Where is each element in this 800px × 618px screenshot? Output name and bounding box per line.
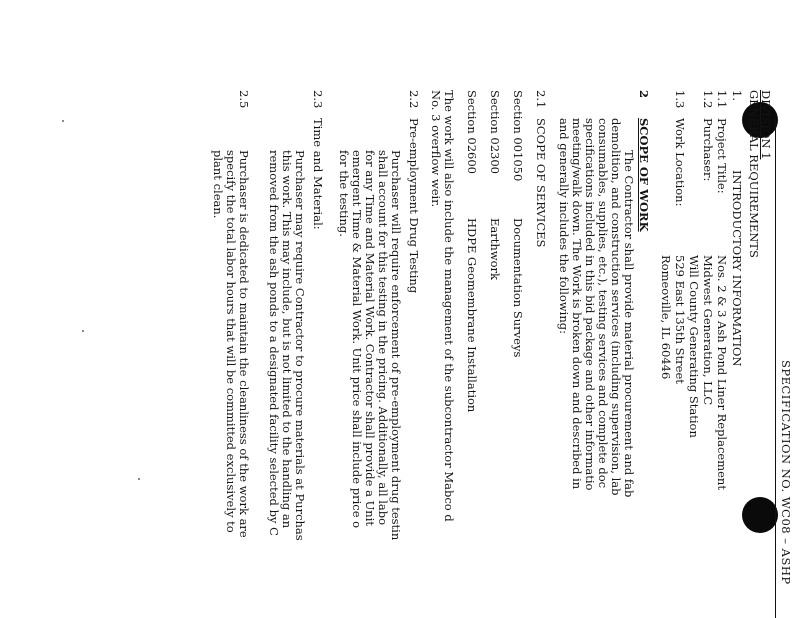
item-number: 1.1 (715, 90, 729, 109)
paragraph-line: Purchaser is dedicated to maintain the cleanliness of the work are (237, 150, 251, 538)
item-value: Nos. 2 & 3 Ash Pond Liner Replacement (715, 255, 729, 490)
item-label: Work Location: (673, 118, 687, 207)
scope-desc: Earthwork (488, 218, 502, 281)
item-value: 529 East 135th Street (673, 255, 687, 384)
section25-number: 2.5 (237, 90, 251, 109)
paragraph-line: specify the total labor hours that will be committed exclusively to (224, 150, 238, 533)
paragraph-line: meeting/walk down. The Work is broken down and described in (570, 118, 584, 490)
section2-number: 2 (637, 90, 651, 99)
section1-number: 1. (730, 90, 744, 101)
paragraph-line: emergent Time & Material Work. Unit price shall include price o (350, 150, 364, 529)
header-rule (775, 118, 776, 618)
section21-number: 2.1 (534, 90, 548, 109)
item-value: Midwest Generation, LLC (701, 255, 715, 406)
item-value: Romeoville, IL 60446 (659, 255, 673, 380)
paragraph-line: The work will also include the management of the subcontractor Mabco d (442, 90, 456, 522)
section22-number: 2.2 (407, 90, 421, 109)
item-label: Project Title: (715, 118, 729, 194)
paragraph-line: specifications included in this bid package and other informatio (583, 118, 597, 491)
item-label: Purchaser: (701, 118, 715, 182)
paragraph-line: demolition, and construction services (including supervision, lab (609, 118, 623, 496)
paragraph-line: Purchaser will require enforcement of pre-employment drug testin (389, 150, 403, 541)
paragraph-line: Purchaser may require Contractor to procure materials at Purchas (293, 150, 307, 541)
section23-title: Time and Material: (311, 118, 325, 230)
section21-title: SCOPE OF SERVICES (534, 118, 548, 248)
section22-title: Pre-employment Drug Testing (407, 118, 421, 294)
paragraph-line: for the testing. (337, 150, 351, 237)
paragraph-line: No. 3 overflow weir. (429, 90, 443, 208)
section23-number: 2.3 (311, 90, 325, 109)
scope-desc: Documentation Surveys (511, 218, 525, 358)
paragraph-line: and generally includes the following: (557, 118, 571, 334)
scope-code: Section 001050 (511, 90, 525, 182)
paragraph-line: for any Time and Material Work. Contractor shall provide a Unit (363, 150, 377, 527)
scope-desc: HDPE Geomembrane Installation (465, 218, 479, 413)
section2-title: SCOPE OF WORK (637, 118, 651, 232)
paragraph-line: this work. This may include, but is not limited to the handling an (280, 150, 294, 529)
division-subtitle: GENERAL REQUIREMENTS (747, 90, 761, 258)
section1-title: INTRODUCTORY INFORMATION (730, 170, 744, 367)
scope-code: Section 02300 (488, 90, 502, 174)
item-value: Will County Generating Station (687, 255, 701, 438)
paragraph-line: removed from the ash ponds to a designated facility selected by C (267, 150, 281, 536)
item-number: 1.3 (673, 90, 687, 109)
paragraph-line: The Contractor shall provide material procurement and fab (622, 150, 636, 498)
paragraph-line: consumables, supplies, etc.), testing services and complete doc (596, 118, 610, 489)
scope-code: Section 02600 (465, 90, 479, 174)
paragraph-line: plant clean. (211, 150, 225, 219)
item-number: 1.2 (701, 90, 715, 109)
division-title: DIVISION 1 (759, 90, 773, 160)
spec-number: SPECIFICATION NO. WC08 – ASHP (779, 360, 793, 585)
paragraph-line: shall account for this testing in the pricing. Additionally, all labo (376, 150, 390, 526)
